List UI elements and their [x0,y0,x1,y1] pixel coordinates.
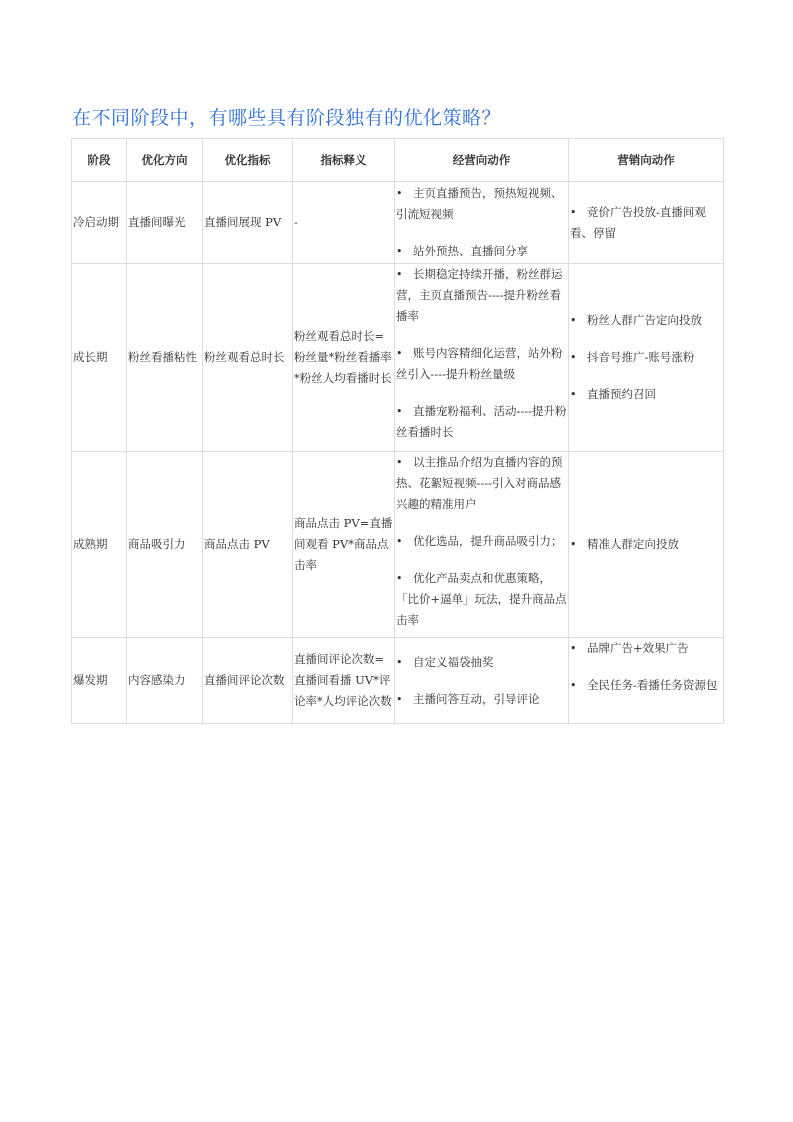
list-item-text: 站外预热、直播间分享 [413,244,528,258]
cell-metric: 直播间评论次数 [203,638,293,724]
bullet-list [396,183,567,262]
column-header: 指标释义 [293,139,395,182]
cell-ops [395,638,569,724]
list-item-text: 自定义福袋抽奖 [413,654,494,669]
cell-definition: 直播间评论次数=直播间看播 UV*评论率*人均评论次数 [293,638,395,724]
list-item [396,689,567,710]
bullet-icon [570,638,587,659]
list-item [396,264,567,327]
cell-marketing [569,182,724,264]
cell-direction: 直播间曝光 [127,182,203,264]
cell-definition: 粉丝观看总时长=粉丝量*粉丝看播率*粉丝人均看播时长 [293,264,395,452]
cell-marketing [569,638,724,724]
list-item-text: 主播问答互动，引导评论 [413,691,540,706]
cell-ops [395,264,569,452]
bullet-icon [396,531,413,552]
cell-ops [395,452,569,638]
list-item [396,401,567,443]
cell-stage: 爆发期 [72,638,127,724]
list-item [396,568,567,631]
bullet-icon [570,675,587,696]
bullet-icon [570,347,587,368]
cell-definition: - [293,182,395,264]
bullet-list [570,534,722,555]
bullet-list [570,638,722,696]
list-item-text: 直播宠粉福利、活动----提升粉丝看播时长 [396,404,567,439]
list-item [570,384,722,405]
table-row [72,452,724,638]
list-item-text: 长期稳定持续开播，粉丝群运营，主页直播预告----提升粉丝看播率 [396,267,563,323]
cell-direction: 粉丝看播粘性 [127,264,203,452]
list-item-text: 账号内容精细化运营，站外粉丝引入----提升粉丝量级 [396,346,563,381]
list-item [570,675,722,696]
list-item-text: 竞价广告投放-直播间观看、停留 [570,204,706,240]
bullet-icon [570,310,587,331]
bullet-list [570,202,722,244]
list-item-text: 全民任务-看播任务资源包 [587,678,718,692]
list-item-text: 优化产品卖点和优惠策略，「比价+逼单」玩法，提升商品点击率 [396,571,567,627]
bullet-icon [570,534,587,555]
list-item [570,310,722,331]
bullet-icon [396,343,413,364]
bullet-list [396,452,567,631]
cell-metric: 直播间展现 PV [203,182,293,264]
cell-stage: 成熟期 [72,452,127,638]
column-header: 经营向动作 [395,139,569,182]
list-item [570,534,722,555]
bullet-list [570,310,722,405]
list-item [396,183,567,225]
column-header: 优化指标 [203,139,293,182]
list-item-text: 主页直播预告，预热短视频、引流短视频 [396,186,563,221]
list-item-text: 精准人群定向投放 [587,537,679,551]
list-item [396,241,567,262]
cell-metric: 粉丝观看总时长 [203,264,293,452]
bullet-icon [570,384,587,405]
list-item [396,452,567,515]
bullet-icon [396,652,413,673]
cell-direction: 内容感染力 [127,638,203,724]
list-item-text: 抖音号推广-账号涨粉 [587,350,695,364]
list-item [396,531,567,552]
cell-stage: 成长期 [72,264,127,452]
bullet-icon [396,568,413,589]
bullet-icon [396,264,413,285]
column-header: 阶段 [72,139,127,182]
list-item-text: 优化选品，提升商品吸引力； [413,534,563,548]
bullet-icon [570,202,587,223]
table-row [72,638,724,724]
cell-marketing [569,452,724,638]
page-title: 在不同阶段中，有哪些具有阶段独有的优化策略？ [72,107,502,129]
list-item-text: 粉丝人群广告定向投放 [587,313,702,327]
bullet-icon [396,401,413,422]
bullet-list [396,652,567,710]
bullet-list [396,264,567,443]
column-header: 营销向动作 [569,139,724,182]
cell-metric: 商品点击 PV [203,452,293,638]
cell-stage: 冷启动期 [72,182,127,264]
list-item [570,638,722,659]
list-item [570,347,722,368]
cell-marketing [569,264,724,452]
cell-ops [395,182,569,264]
strategy-table [71,138,724,724]
list-item [570,202,722,244]
cell-definition: 商品点击 PV=直播间观看 PV*商品点击率 [293,452,395,638]
list-item-text: 以主推品介绍为直播内容的预热、花絮短视频----引入对商品感兴趣的精准用户 [396,455,563,511]
bullet-icon [396,452,413,473]
column-header: 优化方向 [127,139,203,182]
list-item [396,343,567,385]
table-row [72,182,724,264]
table-header-row [72,139,724,182]
list-item-text: 直播预约召回 [587,387,656,401]
list-item [396,652,567,673]
bullet-icon [396,689,413,710]
bullet-icon [396,241,413,262]
table-row [72,264,724,452]
cell-direction: 商品吸引力 [127,452,203,638]
list-item-text: 品牌广告+效果广告 [587,641,689,655]
bullet-icon [396,183,413,204]
